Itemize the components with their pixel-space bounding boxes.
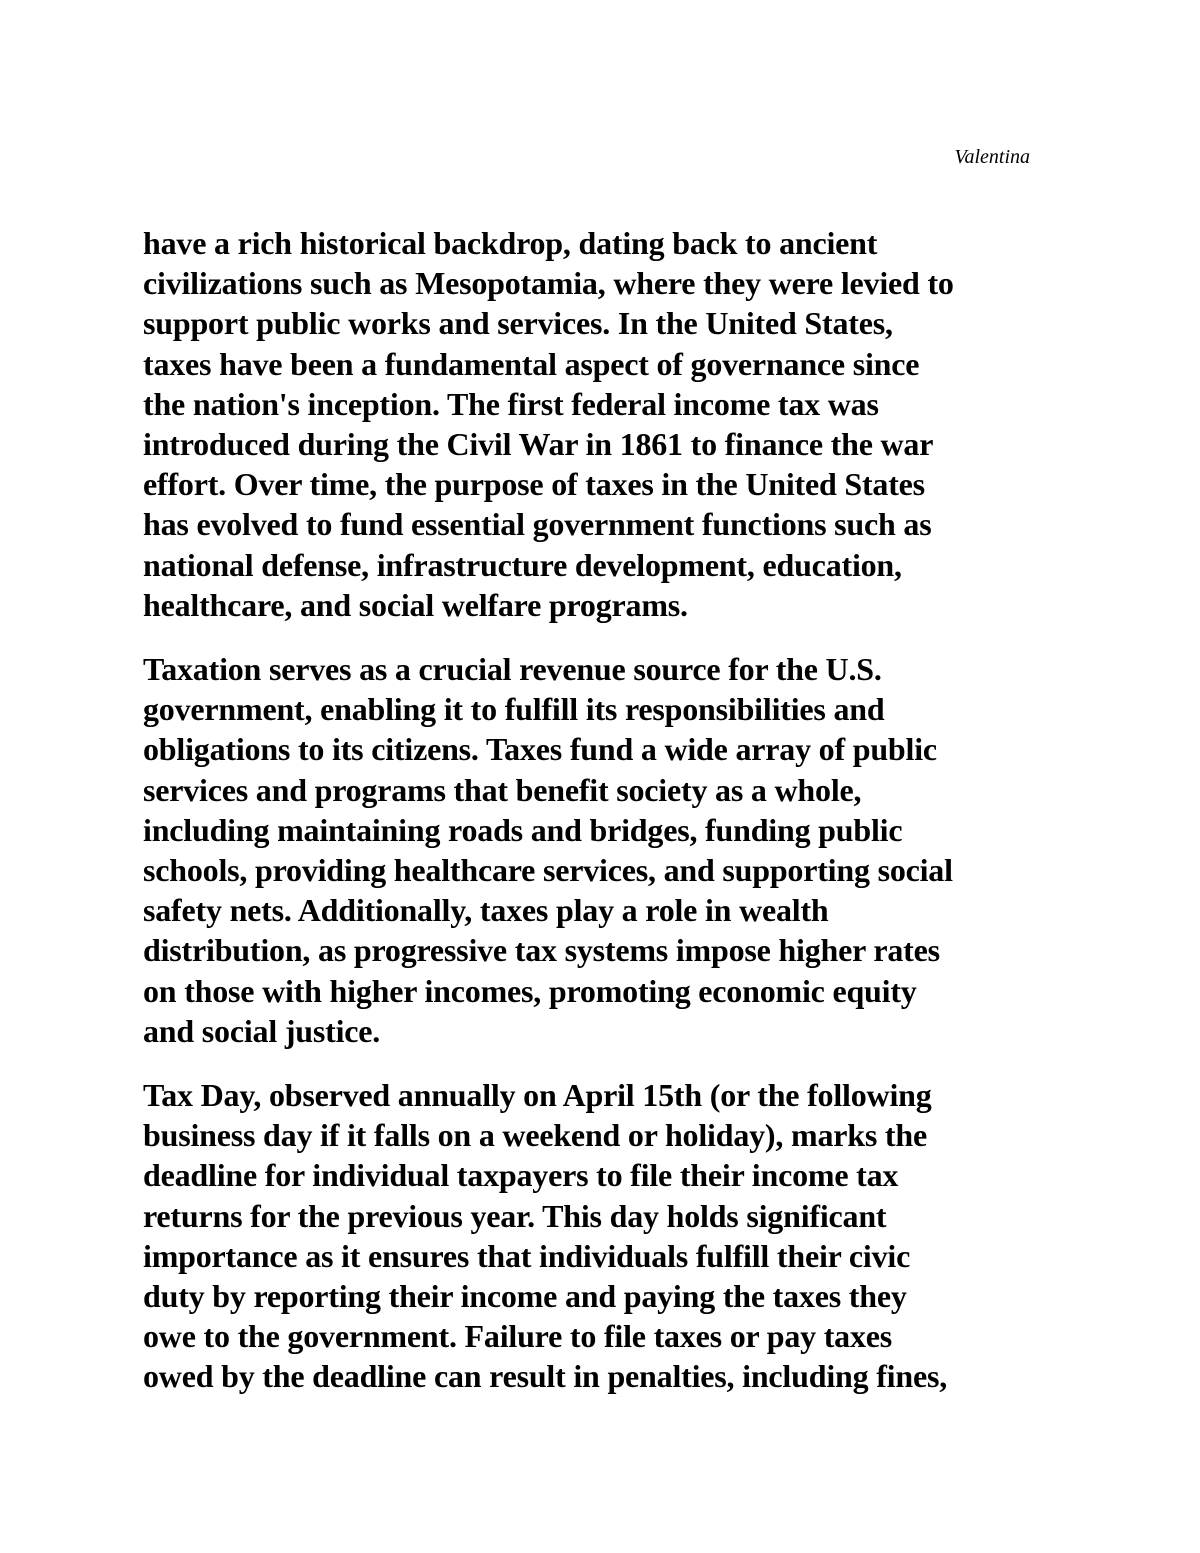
text-line: business day if it falls on a weekend or holiday), marks the bbox=[143, 1117, 927, 1154]
text-line: schools, providing healthcare services, and supporting social bbox=[143, 852, 953, 889]
text-line: owed by the deadline can result in penalties, including fines, bbox=[143, 1358, 948, 1395]
paragraph-revenue bbox=[143, 649, 1103, 1051]
text-line: taxes have been a fundamental aspect of governance since bbox=[143, 345, 920, 382]
text-line: owe to the government. Failure to file taxes or pay taxes bbox=[143, 1318, 893, 1355]
text-line: Tax Day, observed annually on April 15th (or the following bbox=[143, 1077, 932, 1114]
text-line: deadline for individual taxpayers to file their income tax bbox=[143, 1157, 899, 1194]
text-line: returns for the previous year. This day holds significant bbox=[143, 1197, 887, 1234]
text-line: civilizations such as Mesopotamia, where they were levied to bbox=[143, 265, 954, 302]
text-line: including maintaining roads and bridges, funding public bbox=[143, 811, 903, 848]
text-line: healthcare, and social welfare programs. bbox=[143, 586, 688, 623]
text-line: the nation's inception. The first federal income tax was bbox=[143, 385, 879, 422]
text-line: have a rich historical backdrop, dating back to ancient bbox=[143, 225, 878, 261]
text-line: on those with higher incomes, promoting economic equity bbox=[143, 972, 917, 1009]
text-line: has evolved to fund essential government functions such as bbox=[143, 506, 932, 543]
text-line: Taxation serves as a crucial revenue source for the U.S. bbox=[143, 651, 882, 688]
text-line: national defense, infrastructure development, education, bbox=[143, 546, 902, 583]
text-line: government, enabling it to fulfill its responsibilities and bbox=[143, 691, 885, 728]
running-header-author: Valentina bbox=[954, 146, 1030, 168]
text-line: introduced during the Civil War in 1861 to finance the war bbox=[143, 426, 934, 463]
paragraph-history bbox=[143, 223, 1103, 625]
text-line: importance as it ensures that individuals fulfill their civic bbox=[143, 1237, 911, 1274]
text-line: distribution, as progressive tax systems impose higher rates bbox=[143, 932, 940, 969]
text-line: services and programs that benefit society as a whole, bbox=[143, 771, 862, 808]
text-line: effort. Over time, the purpose of taxes in the United States bbox=[143, 466, 925, 503]
paragraph-tax-day bbox=[143, 1075, 1103, 1397]
text-line: safety nets. Additionally, taxes play a role in wealth bbox=[143, 892, 829, 929]
body-text bbox=[143, 223, 1103, 1421]
text-line: duty by reporting their income and paying the taxes they bbox=[143, 1278, 907, 1315]
text-line: support public works and services. In the United States, bbox=[143, 305, 893, 342]
text-line: and social justice. bbox=[143, 1012, 381, 1049]
text-line: obligations to its citizens. Taxes fund a wide array of public bbox=[143, 731, 937, 768]
